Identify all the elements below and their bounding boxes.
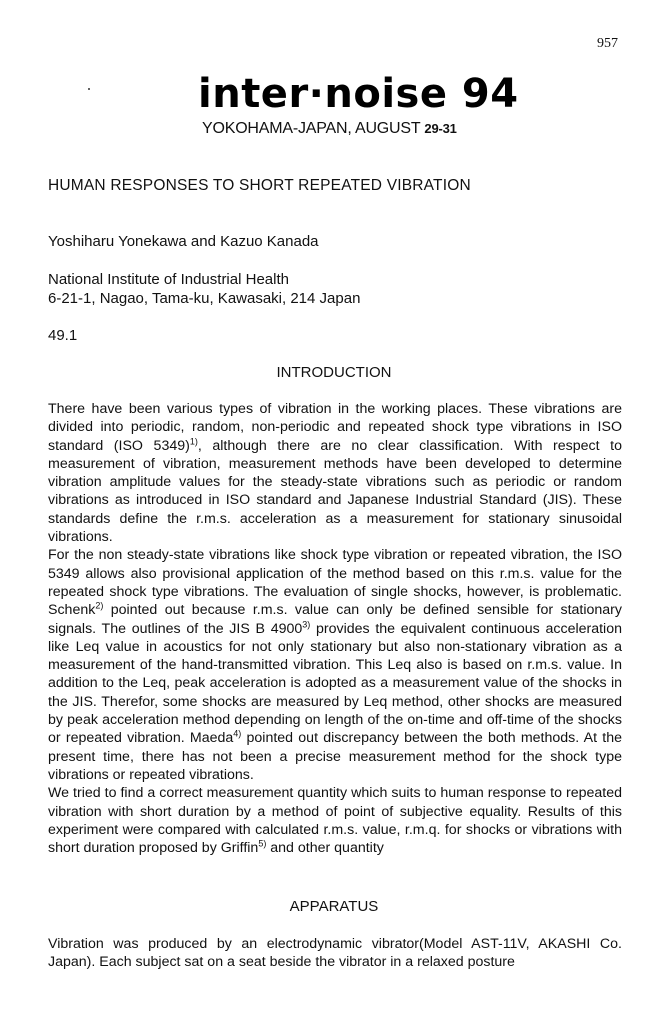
- apparatus-paragraph: Vibration was produced by an electrodynamic vibrator(Model AST-11V, AKASHI Co. Japan). Each subject sat on a seat beside the vibrator in a relaxed posture: [48, 936, 622, 971]
- citation-2: 2): [95, 600, 104, 611]
- paper-authors: Yoshiharu Yonekawa and Kazuo Kanada: [48, 233, 319, 250]
- paper-title: HUMAN RESPONSES TO SHORT REPEATED VIBRATION: [48, 177, 471, 194]
- affiliation: [48, 270, 360, 308]
- conference-location-text: YOKOHAMA-JAPAN, AUGUST: [202, 120, 421, 137]
- paper-code: 49.1: [48, 327, 78, 344]
- conference-logo: inter·noise 94: [198, 71, 519, 117]
- affiliation-institution: National Institute of Industrial Health: [48, 271, 289, 288]
- scan-speck: [88, 88, 90, 90]
- introduction-body: [48, 400, 622, 857]
- section-heading-introduction: INTRODUCTION: [276, 364, 392, 381]
- citation-4: 4): [233, 728, 242, 739]
- introduction-paragraph: We tried to find a correct measurement quantity which suits to human response to repeated vibration with short duration by a method of point of subjective equality. Results of this experiment were compared with calculated r.m.s. value, r.m.q. for shocks or vibrations with short duration proposed by Griffin$^{5)}$ and other quantity: [48, 785, 622, 857]
- introduction-paragraph: There have been various types of vibration in the working places. These vibrations are divided into periodic, random, non-periodic and repeated shock type vibrations in ISO standard (ISO 5349)$^{1)}$, although there are no clear classification. With respect to measurement of vibration, measurement methods have been developed to determine vibration amplitude values for the steady-state vibrations such as periodic or random vibrations as introduced in ISO standard and Japanese Industrial Standard (JIS). These standards define the r.m.s. acceleration as a measurement for stationary sinusoidal vibrations.: [48, 401, 622, 546]
- conference-location: [202, 120, 457, 138]
- page-number: 957: [597, 36, 618, 51]
- apparatus-body: [48, 935, 622, 972]
- introduction-paragraph: For the non steady-state vibrations like shock type vibration or repeated vibration, the ISO 5349 allows also provisional application of the method based on this r.m.s. value for the repeated shock type vibrations. The evaluation of single shocks, however, is problematic. Schenk$^{2)}$ pointed out because r.m.s. value can only be defined sensible for stationary signals. The outlines of the JIS B 4900$^{3)}$ provides the equivalent continuous acceleration like Leq value in acoustics for not only stationary but also non-stationary vibration as a measurement of the hand-transmitted vibration. This Leq also is based on r.m.s. value. In addition to the Leq, peak acceleration is adopted as a measurement value of the shocks in the JIS. Therefor, some shocks are measured by Leq method, other shocks are measured by peak acceleration method depending on length of the on-time and off-time of the shocks or repeated vibration. Maeda$^{4)}$ pointed out discrepancy between the both methods. At the present time, there has not been a precise measurement method for the shock type vibrations or repeated vibrations.: [48, 547, 622, 783]
- citation-1: 1): [189, 435, 198, 446]
- conference-dates: 29-31: [424, 121, 457, 136]
- section-heading-apparatus: APPARATUS: [289, 898, 379, 915]
- citation-3: 3): [302, 618, 311, 629]
- citation-5: 5): [258, 838, 267, 849]
- affiliation-address: 6-21-1, Nagao, Tama-ku, Kawasaki, 214 Japan: [48, 290, 361, 307]
